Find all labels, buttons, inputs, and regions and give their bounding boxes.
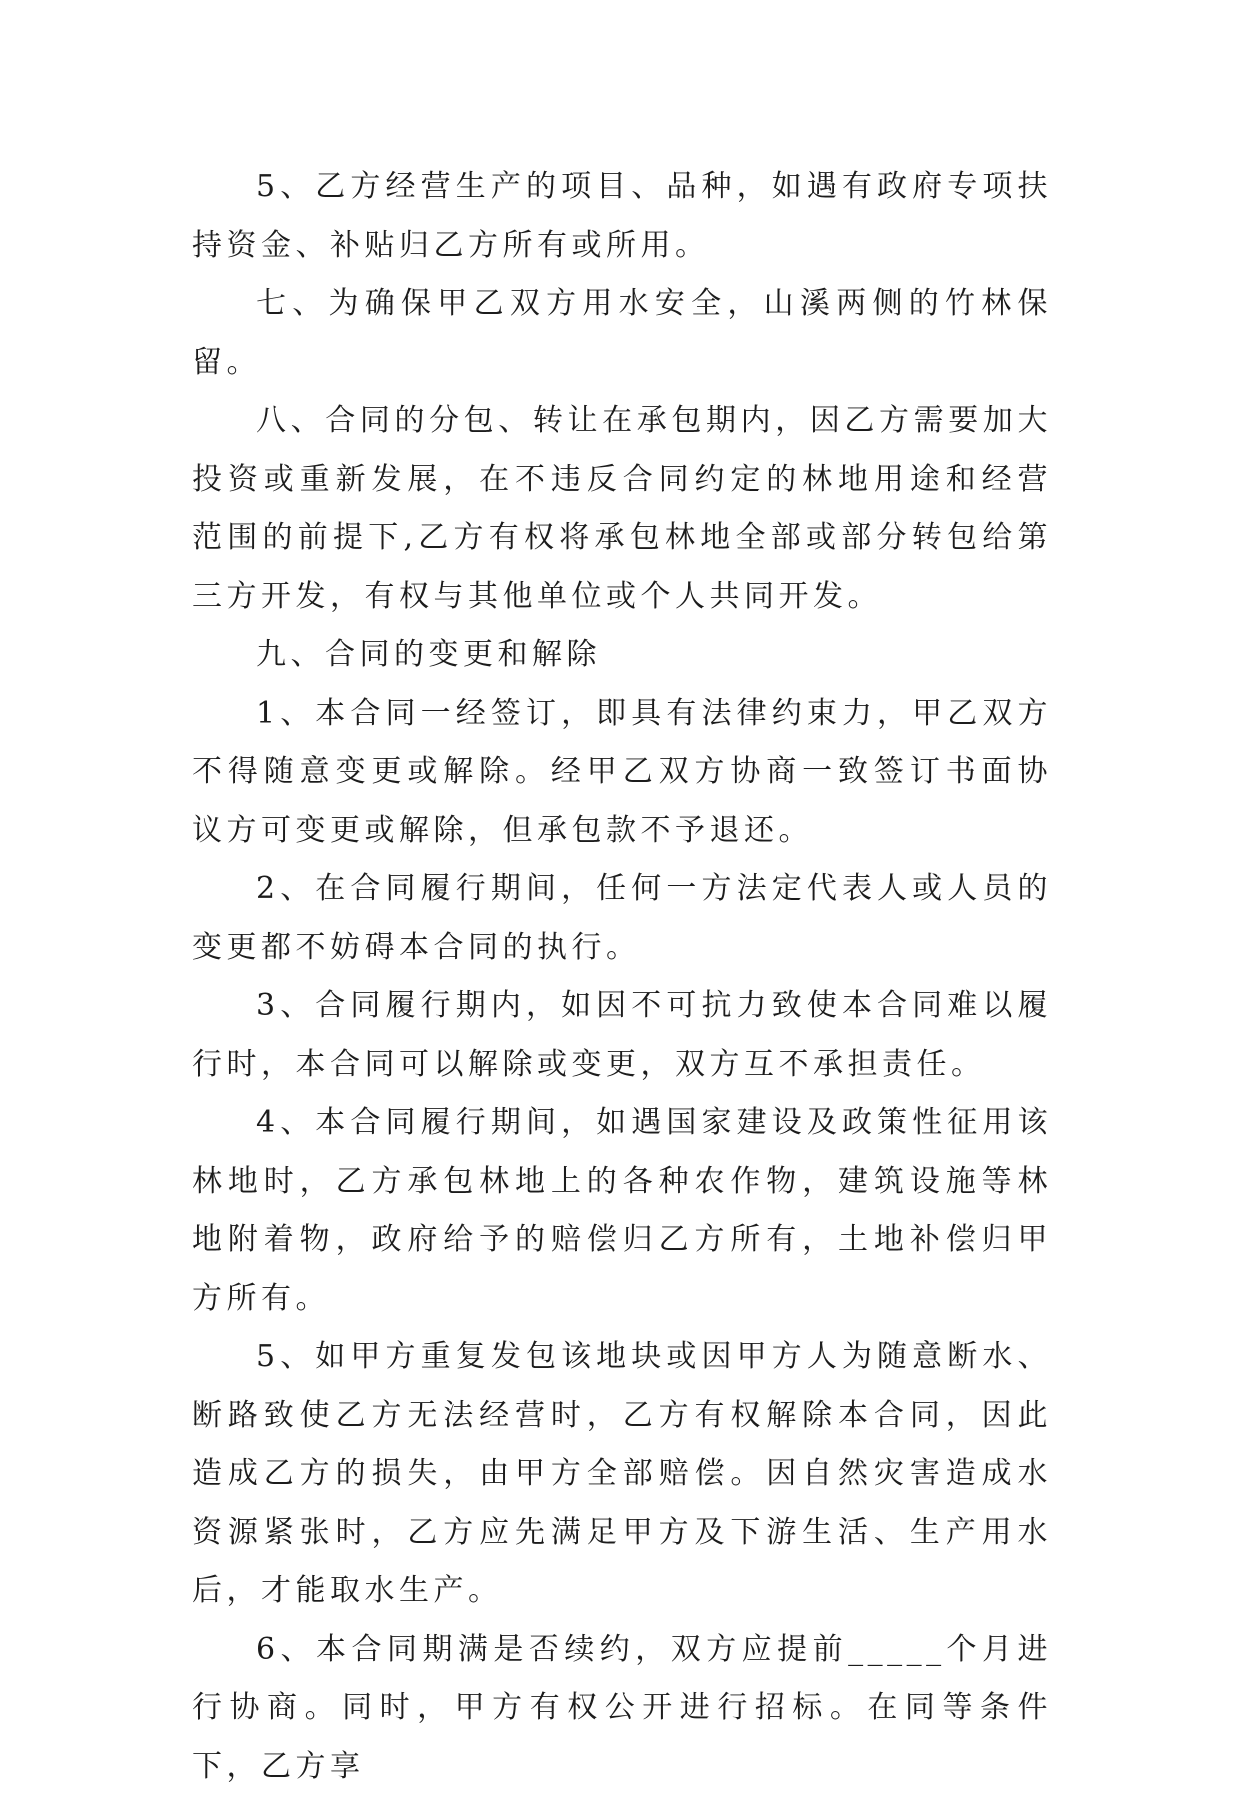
paragraph-clause-2-representative-change: 2、在合同履行期间，任何一方法定代表人或人员的变更都不妨碍本合同的执行。	[192, 860, 1052, 977]
contract-body	[192, 158, 1052, 1796]
paragraph-clause-3-force-majeure: 3、合同履行期内，如因不可抗力致使本合同难以履行时，本合同可以解除或变更，双方互不承担责任。	[192, 977, 1052, 1094]
paragraph-section-9-heading: 九、合同的变更和解除	[192, 626, 1052, 685]
paragraph-clause-4-land-requisition: 4、本合同履行期间，如遇国家建设及政策性征用该林地时，乙方承包林地上的各种农作物，建筑设施等林地附着物，政府给予的赔偿归乙方所有，土地补偿归甲方所有。	[192, 1094, 1052, 1328]
paragraph-subsidy-ownership: 5、乙方经营生产的项目、品种，如遇有政府专项扶持资金、补贴归乙方所有或所用。	[192, 158, 1052, 275]
paragraph-clause-6-renewal: 6、本合同期满是否续约，双方应提前_____个月进行协商。同时，甲方有权公开进行招标。在同等条件下，乙方享	[192, 1621, 1052, 1796]
paragraph-clause-1-binding-force: 1、本合同一经签订，即具有法律约束力，甲乙双方不得随意变更或解除。经甲乙双方协商一致签订书面协议方可变更或解除，但承包款不予退还。	[192, 685, 1052, 861]
paragraph-section-7-water-safety: 七、为确保甲乙双方用水安全，山溪两侧的竹林保留。	[192, 275, 1052, 392]
paragraph-section-8-subcontract-transfer: 八、合同的分包、转让在承包期内，因乙方需要加大投资或重新发展，在不违反合同约定的林地用途和经营范围的前提下,乙方有权将承包林地全部或部分转包给第三方开发，有权与其他单位或个人共同开发。	[192, 392, 1052, 626]
paragraph-clause-5-breach-compensation: 5、如甲方重复发包该地块或因甲方人为随意断水、断路致使乙方无法经营时，乙方有权解除本合同，因此造成乙方的损失，由甲方全部赔偿。因自然灾害造成水资源紧张时，乙方应先满足甲方及下游生活、生产用水后，才能取水生产。	[192, 1328, 1052, 1621]
